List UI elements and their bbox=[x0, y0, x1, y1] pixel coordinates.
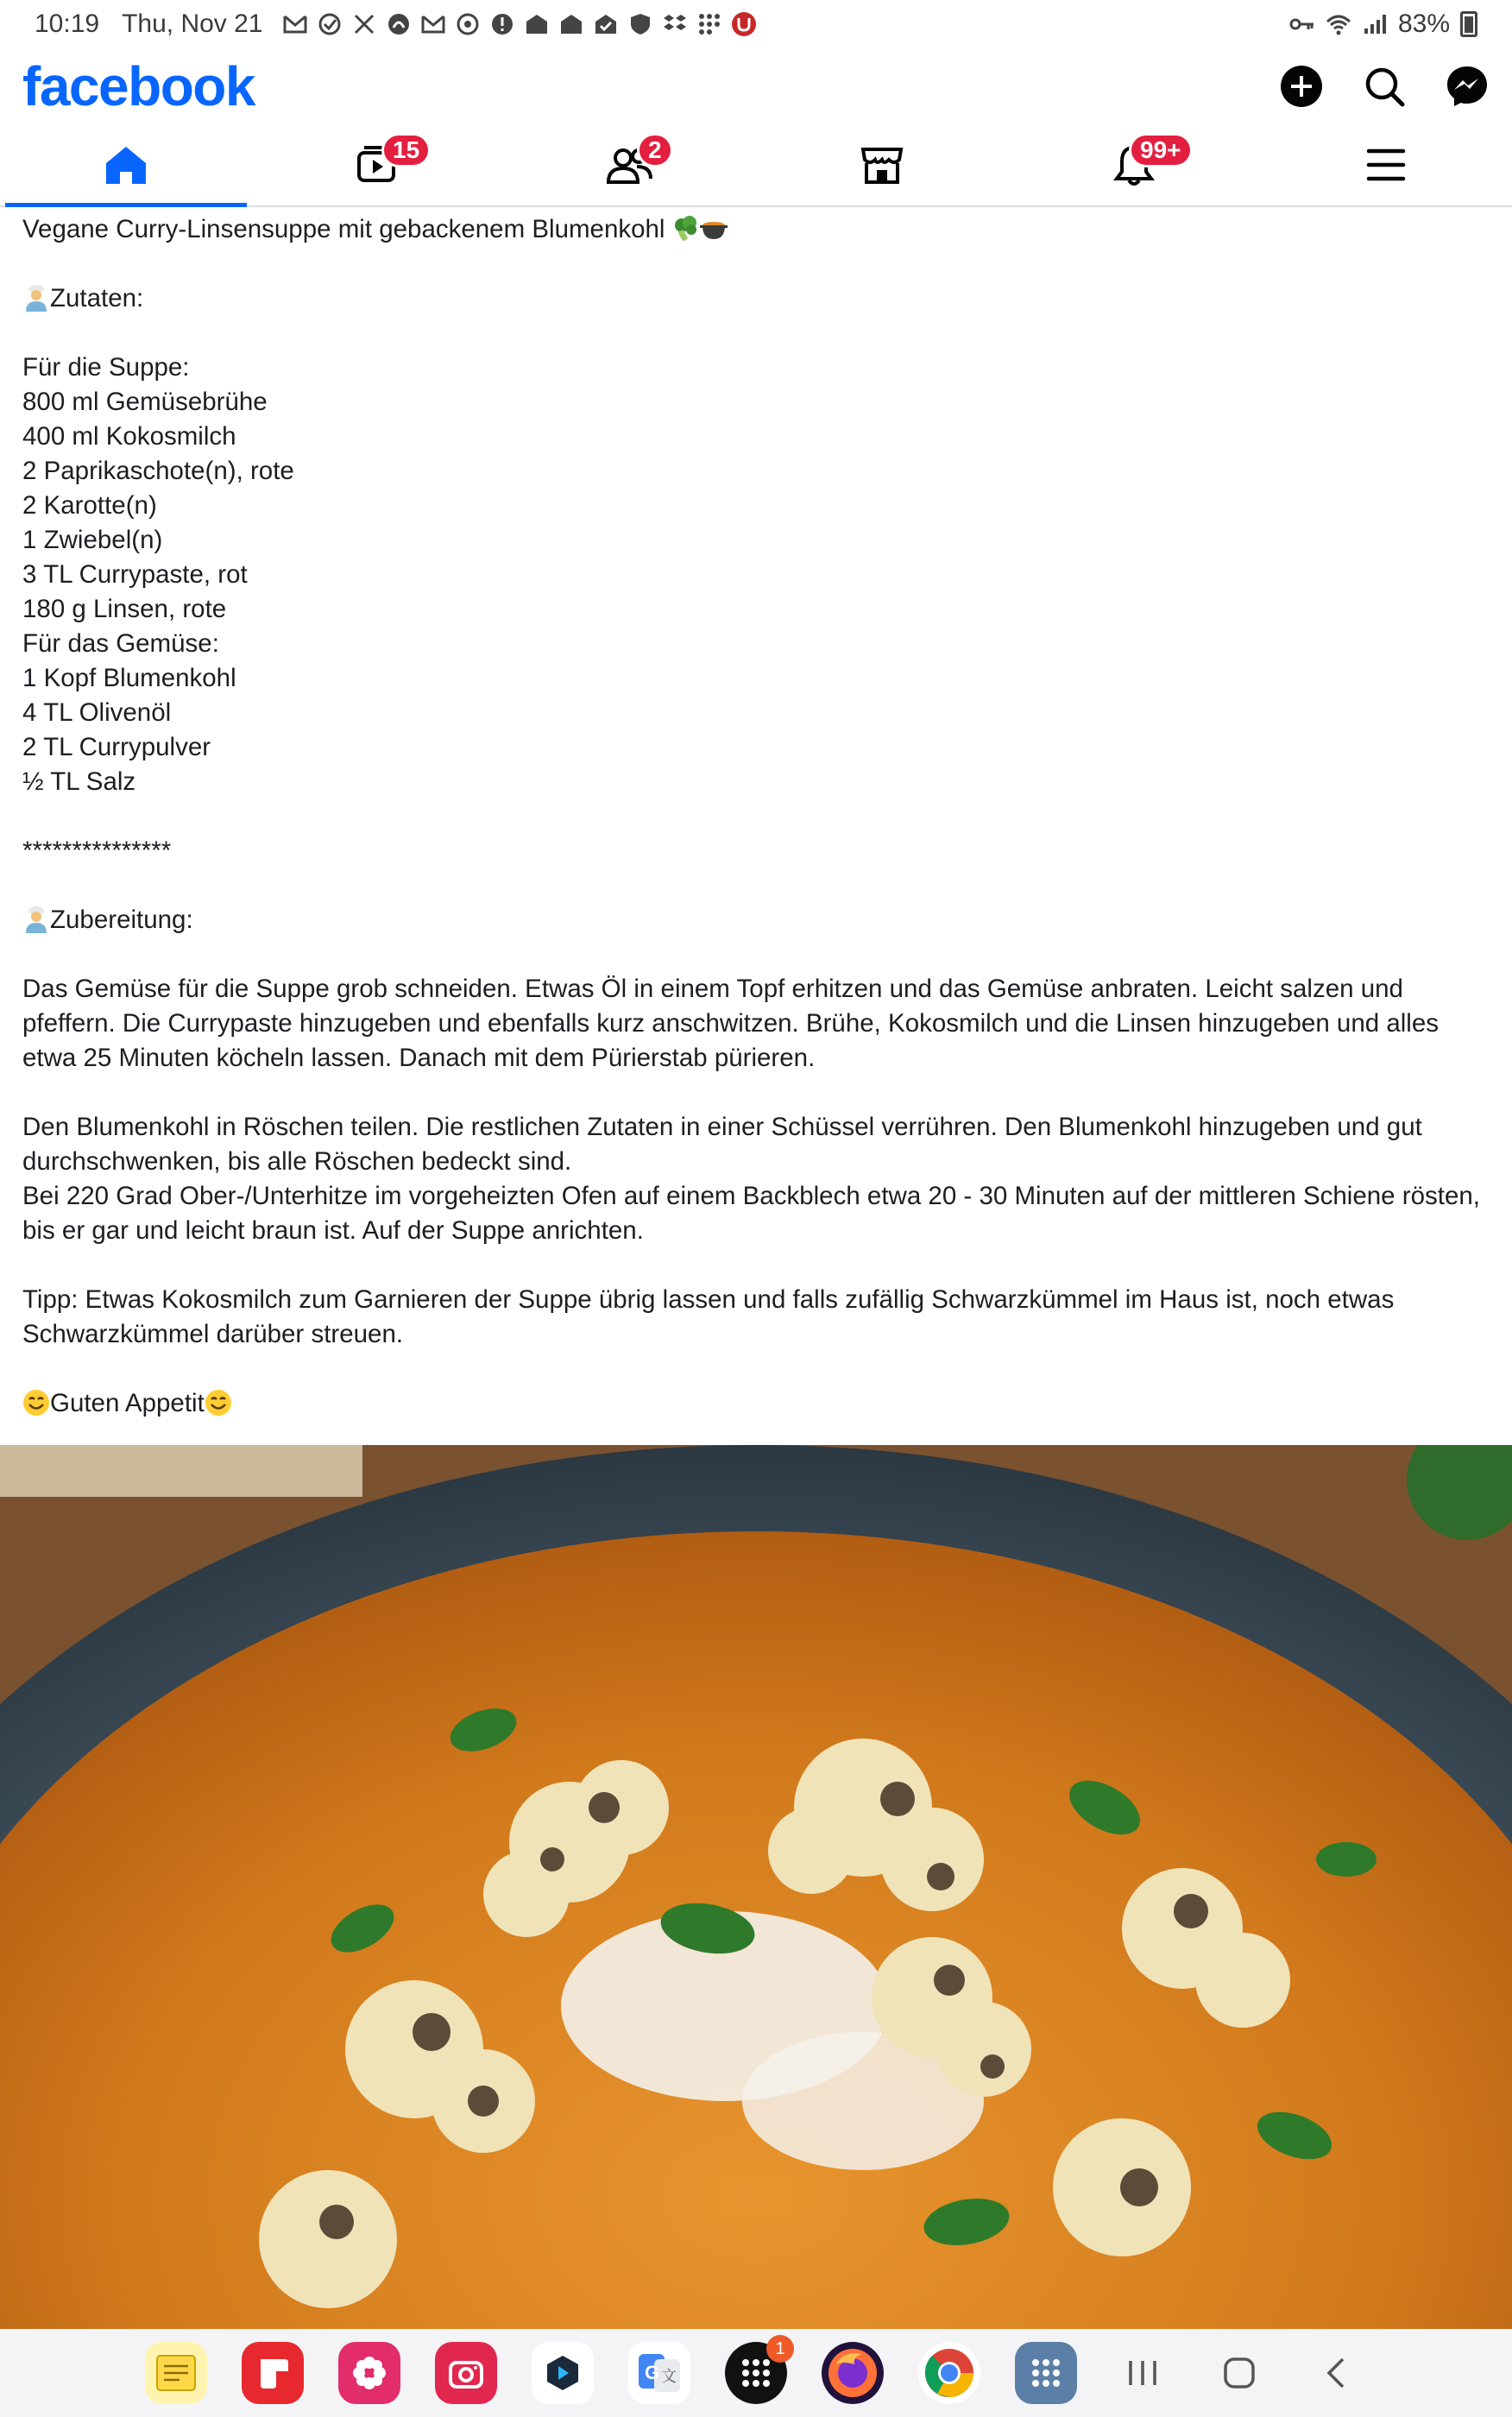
prep-heading: Zubereitung: bbox=[50, 906, 193, 934]
camera-icon bbox=[445, 2352, 487, 2394]
veg-heading: Für das Gemüse: bbox=[22, 629, 219, 658]
smile-icon bbox=[22, 1389, 50, 1417]
ingredient-item: 400 ml Kokosmilch bbox=[22, 422, 236, 451]
create-icon bbox=[1280, 65, 1323, 108]
app-drawer-badge: 1 bbox=[766, 2335, 794, 2363]
ingredient-item: 4 TL Olivenöl bbox=[22, 698, 172, 727]
separator: *************** bbox=[22, 836, 172, 865]
recents-icon bbox=[1125, 2357, 1160, 2389]
ingredient-item: 1 Zwiebel(n) bbox=[22, 526, 163, 554]
prep-paragraph-2: Den Blumenkohl in Röschen teilen. Die restlichen Zutaten in einer Schüssel verrühren. Den Blumenkohl hinzugeben und gut durchschwenken, bis alle Röschen bedeckt sind. bbox=[22, 1113, 1430, 1176]
gmail-icon bbox=[282, 11, 308, 37]
create-button[interactable] bbox=[1279, 64, 1324, 109]
app-notification-icon bbox=[386, 11, 412, 37]
alert-icon bbox=[489, 11, 515, 37]
tab-menu[interactable] bbox=[1260, 124, 1512, 205]
closing-line bbox=[22, 1386, 1490, 1421]
messenger-icon bbox=[1446, 65, 1489, 108]
facebook-logo[interactable]: facebook bbox=[22, 55, 255, 117]
home-icon bbox=[104, 144, 148, 186]
ingredient-item: 800 ml Gemüsebrühe bbox=[22, 388, 268, 416]
prep-paragraph-3: Bei 220 Grad Ober-/Unterhitze im vorgeheizten Ofen auf einem Backblech etwa 20 - 30 Minuten auf der mittleren Schiene rösten, bis er gar und leicht braun ist. Auf der Suppe anrichten. bbox=[22, 1182, 1488, 1245]
mail-check-icon bbox=[593, 11, 619, 37]
post-text bbox=[22, 212, 1490, 1421]
notification-icons bbox=[282, 11, 757, 37]
soup-photo bbox=[0, 1445, 1512, 2329]
key-icon bbox=[1289, 11, 1315, 37]
svg-text:G: G bbox=[645, 2362, 660, 2383]
tab-video[interactable] bbox=[252, 124, 504, 205]
firefox-icon bbox=[827, 2347, 879, 2399]
soup-pot-icon bbox=[700, 215, 728, 243]
mail-open-icon bbox=[558, 11, 584, 37]
apps-grid-icon bbox=[1027, 2354, 1065, 2392]
gmail-icon bbox=[420, 11, 446, 37]
status-bar bbox=[0, 0, 1512, 48]
ingredient-item: ½ TL Salz bbox=[22, 767, 136, 796]
app-header bbox=[0, 48, 1512, 124]
tab-notifications[interactable] bbox=[1008, 124, 1260, 205]
post-title: Vegane Curry-Linsensuppe mit gebackenem Blumenkohl bbox=[22, 215, 665, 243]
chrome-app[interactable] bbox=[918, 2342, 980, 2404]
ingredient-item: 1 Kopf Blumenkohl bbox=[22, 664, 236, 692]
google-translate-icon bbox=[635, 2349, 684, 2397]
status-time: 10:19 bbox=[35, 9, 100, 38]
dots-grid-icon bbox=[696, 11, 722, 37]
mail-open-icon bbox=[524, 11, 550, 37]
media-app[interactable] bbox=[532, 2342, 594, 2404]
gallery-app[interactable] bbox=[338, 2342, 400, 2404]
home-nav-icon bbox=[1222, 2356, 1257, 2390]
notes-app[interactable] bbox=[145, 2342, 207, 2404]
battery-percent: 83% bbox=[1397, 9, 1450, 38]
soup-heading: Für die Suppe: bbox=[22, 353, 190, 382]
target-icon bbox=[455, 11, 481, 37]
tab-home[interactable] bbox=[0, 124, 252, 205]
ingredient-item: 2 Paprikaschote(n), rote bbox=[22, 457, 294, 485]
broccoli-icon bbox=[672, 215, 700, 243]
back-button[interactable] bbox=[1305, 2342, 1367, 2404]
gallery-icon bbox=[349, 2352, 390, 2394]
search-button[interactable] bbox=[1362, 64, 1407, 109]
post-photo[interactable] bbox=[0, 1445, 1512, 2329]
recents-button[interactable] bbox=[1112, 2342, 1174, 2404]
check-circle-icon bbox=[317, 11, 343, 37]
tab-marketplace[interactable] bbox=[756, 124, 1008, 205]
android-nav-bar bbox=[0, 2329, 1512, 2417]
marketplace-icon bbox=[860, 144, 904, 186]
chrome-icon bbox=[923, 2347, 975, 2399]
friends-badge: 2 bbox=[637, 133, 673, 167]
flipboard-icon bbox=[254, 2354, 292, 2392]
app-drawer-app[interactable] bbox=[725, 2338, 787, 2404]
battery-icon bbox=[1460, 11, 1477, 37]
post-title-line bbox=[22, 212, 1490, 247]
notes-icon bbox=[154, 2351, 198, 2395]
camera-app[interactable] bbox=[435, 2342, 497, 2404]
notifications-badge: 99+ bbox=[1129, 133, 1193, 167]
app-drawer-icon bbox=[737, 2354, 775, 2392]
home-button[interactable] bbox=[1208, 2342, 1270, 2404]
flipboard-app[interactable] bbox=[242, 2342, 304, 2404]
closing-text: Guten Appetit bbox=[50, 1389, 205, 1417]
google-translate-app[interactable] bbox=[628, 2342, 690, 2404]
ingredients-heading: Zutaten: bbox=[50, 284, 144, 312]
tip-paragraph: Tipp: Etwas Kokosmilch zum Garnieren der Suppe übrig lassen und falls zufällig Schwarzkümmel im Haus ist, noch etwas Schwarzkümmel darüber streuen. bbox=[22, 1285, 1402, 1348]
apps-grid-app[interactable] bbox=[1015, 2342, 1077, 2404]
main-tabs bbox=[0, 124, 1512, 207]
media-app-icon bbox=[542, 2352, 583, 2394]
prep-paragraph-1: Das Gemüse für die Suppe grob schneiden. Etwas Öl in einem Topf erhitzen und das Gemüse anbraten. Leicht salzen und pfeffern. Die Currypaste hinzugeben und ebenfalls kurz anschwitzen. Brühe, Kokosmilch und die Linsen hinzugeben und alles etwa 25 Minuten köcheln lassen. Danach mit dem Pürierstab pürieren. bbox=[22, 975, 1446, 1072]
firefox-app[interactable] bbox=[822, 2342, 884, 2404]
messenger-button[interactable] bbox=[1445, 64, 1490, 109]
ingredients-heading-line bbox=[22, 281, 1490, 316]
signal-icon bbox=[1362, 11, 1388, 37]
svg-text:文: 文 bbox=[661, 2368, 677, 2386]
smile-icon bbox=[205, 1389, 232, 1417]
wifi-icon bbox=[1326, 11, 1351, 37]
back-icon bbox=[1320, 2356, 1351, 2390]
video-badge: 15 bbox=[381, 133, 431, 167]
cook-icon bbox=[22, 284, 50, 312]
ingredient-item: 3 TL Currypaste, rot bbox=[22, 560, 248, 589]
status-date: Thu, Nov 21 bbox=[122, 9, 263, 38]
search-icon bbox=[1363, 65, 1406, 108]
red-app-icon bbox=[731, 11, 757, 37]
menu-icon bbox=[1365, 146, 1407, 184]
dropbox-icon bbox=[662, 11, 688, 37]
prep-heading-line bbox=[22, 903, 1490, 937]
tools-icon bbox=[351, 11, 377, 37]
shield-icon bbox=[627, 11, 653, 37]
tab-friends[interactable] bbox=[504, 124, 756, 205]
ingredient-item: 2 TL Currypulver bbox=[22, 733, 211, 761]
cook-icon bbox=[22, 906, 50, 933]
ingredient-item: 180 g Linsen, rote bbox=[22, 595, 227, 623]
ingredient-item: 2 Karotte(n) bbox=[22, 491, 157, 520]
